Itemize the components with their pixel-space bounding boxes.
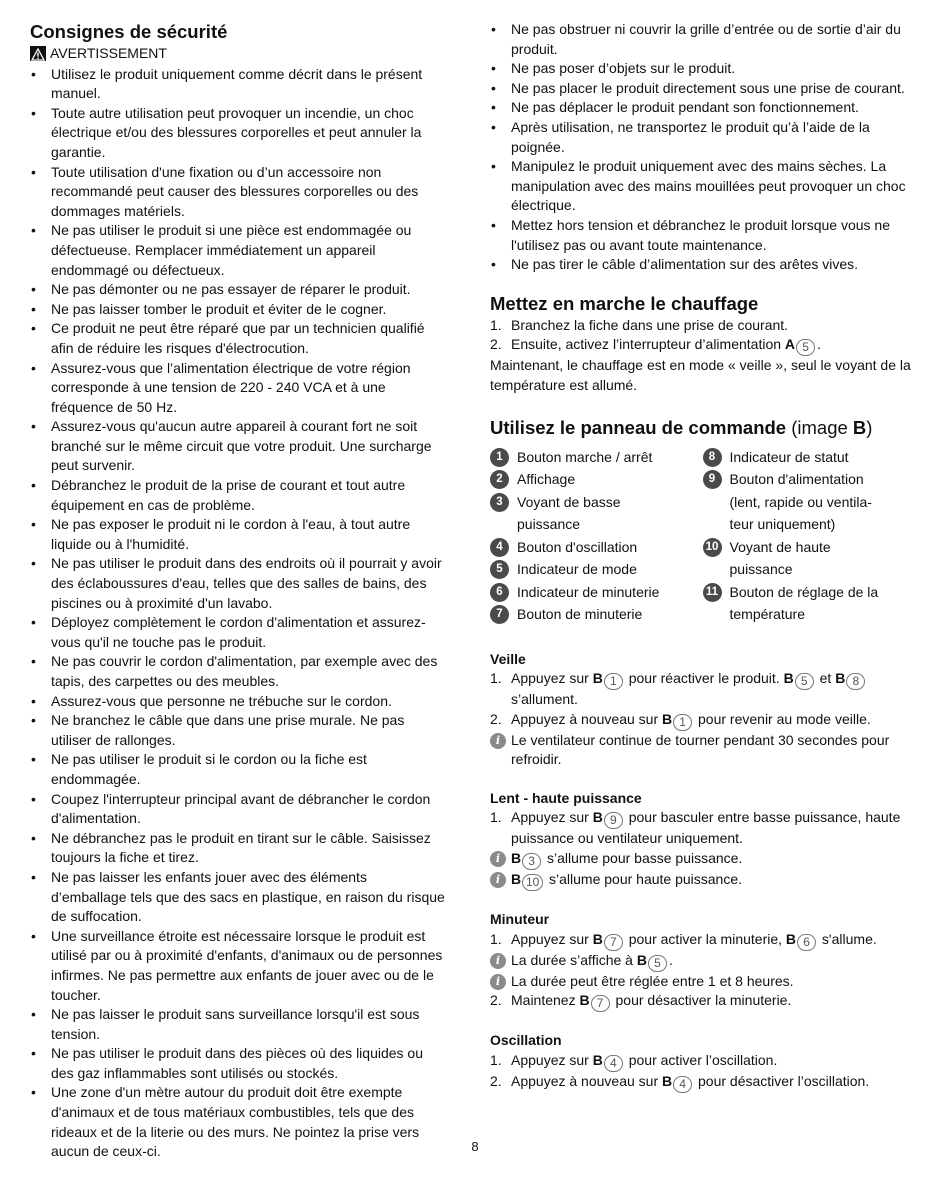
number-badge: 9 — [703, 470, 722, 489]
ref-letter: B — [511, 871, 522, 888]
step-number: 2. — [490, 710, 502, 727]
info-text: s’allume pour basse puissance. — [543, 850, 743, 867]
ref-letter: B — [579, 992, 590, 1009]
list-item: • Coupez l'interrupteur principal avant de débrancher le cordon d'alimentation. — [30, 790, 446, 829]
oscillation-title: Oscillation — [490, 1032, 562, 1049]
step-number: 2. — [490, 992, 502, 1009]
number-badge: 8 — [703, 448, 722, 467]
info-text: . — [668, 951, 673, 968]
safety-column — [30, 20, 446, 1162]
legend-label: Affichage — [517, 471, 576, 487]
legend-item — [703, 536, 843, 581]
panel-legend — [490, 446, 915, 626]
legend-item — [703, 446, 916, 469]
ref-letter: B — [592, 1051, 603, 1068]
legend-label: Bouton d'alimentation (lent, rapide ou ventila-teur uniquement) — [729, 471, 872, 532]
veille-step-2 — [490, 710, 915, 731]
step-text: s’allument. — [511, 691, 578, 708]
instructions-column — [490, 20, 915, 1093]
legend-label: Indicateur de mode — [517, 561, 637, 577]
step-text: Maintenez — [511, 992, 580, 1009]
step-text: pour désactiver la minuterie. — [611, 992, 792, 1009]
list-item: • Utilisez le produit uniquement comme décrit dans le présent manuel. — [30, 65, 446, 104]
panel-title — [490, 416, 915, 440]
number-badge: 4 — [490, 538, 509, 557]
step-number: 1. — [490, 930, 502, 947]
step-text: et — [815, 670, 836, 687]
list-item: • Ne pas tirer le câble d’alimentation sur des arêtes vives. — [490, 255, 915, 275]
lent-title: Lent - haute puissance — [490, 789, 642, 806]
ref-number-badge: 3 — [522, 853, 541, 870]
list-item: • Ne pas laisser tomber le produit et éviter de le cogner. — [30, 300, 446, 320]
oscillation-step-1 — [490, 1051, 915, 1072]
veille-info — [490, 731, 915, 770]
step-number: 2. — [490, 336, 502, 353]
minuteur-title: Minuteur — [490, 911, 550, 928]
safety-list-continued — [490, 20, 915, 275]
ref-number-badge: 6 — [797, 934, 816, 951]
number-badge: 6 — [490, 583, 509, 602]
minuteur-section — [490, 910, 915, 1012]
veille-step-1 — [490, 669, 915, 710]
step-text: Appuyez sur — [511, 670, 593, 687]
oscillation-step-2 — [490, 1072, 915, 1093]
panel-title-letter: B — [852, 416, 867, 438]
ref-letter: B — [592, 809, 603, 826]
info-icon: i — [490, 953, 506, 969]
warning-triangle-icon — [30, 46, 46, 61]
step-text: pour activer la minuterie, — [624, 930, 786, 947]
list-item: • Toute autre utilisation peut provoquer un incendie, un choc électrique et/ou des blessures corporelles et peut annuler la garantie. — [30, 104, 446, 163]
step-number: 1. — [490, 670, 502, 687]
number-badge: 1 — [490, 448, 509, 467]
step-text: Appuyez à nouveau sur — [511, 710, 662, 727]
safety-list — [30, 65, 446, 1162]
legend-label: Voyant de haute puissance — [729, 538, 831, 577]
ref-letter: B — [785, 930, 797, 947]
step-text: Branchez la fiche dans une prise de courant. — [511, 316, 789, 333]
minuteur-info-2 — [490, 972, 915, 992]
page-number: 8 — [471, 1139, 479, 1154]
list-item: • Ne pas poser d’objets sur le produit. — [490, 59, 915, 79]
list-item: • Après utilisation, ne transportez le produit qu’à l’aide de la poignée. — [490, 118, 915, 157]
ref-number-badge: 1 — [673, 714, 692, 731]
minuteur-step-2 — [490, 991, 915, 1012]
list-item: • Ne pas couvrir le cordon d'alimentation, par exemple avec des tapis, des carpettes ou des meubles. — [30, 652, 446, 691]
legend-item — [703, 581, 903, 626]
list-item: • Ne pas laisser le produit sans surveillance lorsqu'il est sous tension. — [30, 1005, 446, 1044]
info-text: s’allume pour haute puissance. — [545, 871, 743, 888]
legend-label: Bouton marche / arrêt — [517, 448, 653, 465]
list-item: • Ne pas utiliser le produit si une pièce est endommagée ou défectueuse. Remplacer immédiatement un appareil endommagé ou défectueux. — [30, 221, 446, 280]
ref-number-badge: 10 — [522, 874, 543, 891]
heating-step-1 — [490, 316, 915, 336]
info-icon: i — [490, 851, 506, 867]
ref-letter: B — [662, 1072, 673, 1089]
number-badge: 10 — [703, 538, 722, 557]
safety-title: Consignes de sécurité — [30, 21, 228, 42]
step-text: s'allume. — [818, 930, 877, 947]
ref-letter: B — [592, 930, 603, 947]
list-item: • Ne branchez le câble que dans une prise murale. Ne pas utiliser de rallonges. — [30, 711, 446, 750]
legend-item — [490, 603, 703, 626]
step-number: 2. — [490, 1072, 502, 1089]
list-item: • Toute utilisation d'une fixation ou d’un accessoire non recommandé peut causer des blessures corporelles ou des dommages matériels. — [30, 163, 446, 222]
number-badge: 3 — [490, 493, 509, 512]
ref-number-badge: 4 — [604, 1055, 623, 1072]
ref-letter: A — [784, 336, 796, 353]
step-text: pour réactiver le produit. — [624, 670, 784, 687]
step-text: pour basculer entre basse puissance, haute puissance ou ventilateur uniquement. — [511, 809, 901, 847]
panel-title-suffix: (image — [786, 416, 853, 438]
list-item: • Ne pas utiliser le produit dans des endroits où il pourrait y avoir des éclaboussures d'eau, telles que des salles de bains, des piscines ou à proximité d'un lavabo. — [30, 554, 446, 613]
info-text: La durée s’affiche à — [511, 951, 637, 968]
list-item: • Ne pas utiliser le produit si le cordon ou la fiche est endommagée. — [30, 750, 446, 789]
step-text: pour désactiver l’oscillation. — [694, 1072, 870, 1089]
info-icon: i — [490, 974, 506, 990]
list-item: • Ne pas laisser les enfants jouer avec des éléments d’emballage tels que des sacs en plastique, en raison du risque de suffocation. — [30, 868, 446, 927]
lent-section — [490, 789, 915, 891]
heating-title: Mettez en marche le chauffage — [490, 292, 759, 314]
legend-item — [490, 558, 703, 581]
list-item: • Manipulez le produit uniquement avec des mains sèches. La manipulation avec des mains mouillées peut provoquer un choc électrique. — [490, 157, 915, 216]
legend-item — [490, 581, 703, 604]
legend-item — [490, 446, 703, 469]
ref-number-badge: 9 — [604, 812, 623, 829]
lent-info-1 — [490, 849, 915, 870]
ref-number-badge: 7 — [604, 934, 623, 951]
legend-column-right — [703, 446, 916, 626]
number-badge: 5 — [490, 560, 509, 579]
ref-letter: B — [511, 850, 522, 867]
step-text: Ensuite, activez l’interrupteur d’alimentation — [511, 336, 785, 353]
legend-item — [490, 468, 703, 491]
ref-letter: B — [636, 951, 647, 968]
list-item: • Ne pas déplacer le produit pendant son fonctionnement. — [490, 98, 915, 118]
legend-item — [490, 536, 703, 559]
list-item: • Ne pas placer le produit directement sous une prise de courant. — [490, 79, 915, 99]
info-text: Le ventilateur continue de tourner pendant 30 secondes pour refroidir. — [511, 731, 890, 768]
info-icon: i — [490, 872, 506, 888]
heating-section — [490, 292, 915, 396]
step-text: pour activer l’oscillation. — [624, 1051, 778, 1068]
ref-number-badge: 4 — [673, 1076, 692, 1093]
legend-label: Voyant de basse puissance — [517, 493, 621, 532]
legend-label: Bouton de réglage de la température — [729, 583, 879, 622]
info-icon: i — [490, 733, 506, 749]
ref-number-badge: 7 — [591, 995, 610, 1012]
list-item: • Assurez-vous que l’alimentation électrique de votre région corresponde à une tension de 220 - 240 VCA et à une fréquence de 50 Hz. — [30, 359, 446, 418]
warning-label: AVERTISSEMENT — [50, 45, 167, 61]
lent-info-2 — [490, 870, 915, 891]
list-item: • Assurez-vous que personne ne trébuche sur le cordon. — [30, 692, 446, 712]
step-number: 1. — [490, 316, 502, 333]
minuteur-step-1 — [490, 930, 915, 951]
list-item: • Ne pas utiliser le produit dans des pièces où des liquides ou des gaz inflammables sont utilisés ou stockés. — [30, 1044, 446, 1083]
list-item: • Ne pas exposer le produit ni le cordon à l'eau, à tout autre liquide ou à l'humidité. — [30, 515, 446, 554]
ref-letter: B — [592, 670, 603, 687]
step-number: 1. — [490, 809, 502, 826]
legend-label: Indicateur de statut — [729, 448, 849, 465]
ref-number-badge: 8 — [846, 673, 865, 690]
ref-letter: B — [783, 670, 794, 687]
number-badge: 7 — [490, 605, 509, 624]
ref-letter: B — [835, 670, 846, 687]
step-text-end: . — [817, 336, 821, 353]
list-item: • Débranchez le produit de la prise de courant et tout autre équipement en cas de problème. — [30, 476, 446, 515]
ref-number-badge: 1 — [604, 673, 623, 690]
heating-step-2 — [490, 335, 915, 356]
minuteur-info-1 — [490, 951, 915, 972]
panel-section — [490, 416, 915, 626]
heating-note: Maintenant, le chauffage est en mode « veille », seul le voyant de la température est allumé. — [490, 357, 911, 393]
list-item: • Ne pas démonter ou ne pas essayer de réparer le produit. — [30, 280, 446, 300]
list-item: • Ce produit ne peut être réparé que par un technicien qualifié afin de réduire les risques d'électrocution. — [30, 319, 446, 358]
info-text: La durée peut être réglée entre 1 et 8 heures. — [511, 972, 794, 989]
panel-title-close: ) — [866, 416, 873, 438]
panel-title-main: Utilisez le panneau de commande — [490, 416, 787, 438]
legend-label: Bouton de minuterie — [517, 606, 643, 622]
ref-number-badge: 5 — [796, 339, 815, 356]
veille-title: Veille — [490, 650, 526, 667]
step-text: pour revenir au mode veille. — [694, 710, 871, 727]
list-item: • Une surveillance étroite est nécessaire lorsque le produit est utilisé par ou à proximité d'enfants, d'animaux ou de personnes infirmes. Ne pas permettre aux enfants de jouer avec ou de le toucher. — [30, 927, 446, 1005]
step-text: Appuyez sur — [511, 809, 593, 826]
step-number: 1. — [490, 1051, 502, 1068]
number-badge: 2 — [490, 470, 509, 489]
list-item: • Assurez-vous qu'aucun autre appareil à courant fort ne soit branché sur le même circuit que votre produit. Une surcharge peut survenir. — [30, 417, 446, 476]
lent-step-1 — [490, 808, 915, 849]
legend-label: Bouton d'oscillation — [517, 538, 638, 555]
legend-item — [703, 468, 878, 536]
list-item: • Ne pas obstruer ni couvrir la grille d’entrée ou de sortie d’air du produit. — [490, 20, 915, 59]
list-item: • Déployez complètement le cordon d'alimentation et assurez-vous qu'il ne touche pas le produit. — [30, 613, 446, 652]
ref-number-badge: 5 — [648, 955, 667, 972]
legend-column-left — [490, 446, 703, 626]
number-badge: 11 — [703, 583, 722, 602]
step-text: Appuyez sur — [511, 1051, 593, 1068]
ref-number-badge: 5 — [795, 673, 814, 690]
legend-label: Indicateur de minuterie — [517, 583, 660, 600]
legend-item — [490, 491, 630, 536]
list-item: • Ne débranchez pas le produit en tirant sur le câble. Saisissez toujours la fiche et tirez. — [30, 829, 446, 868]
warning-line — [30, 44, 446, 64]
step-text: Appuyez sur — [511, 930, 593, 947]
ref-letter: B — [662, 710, 673, 727]
list-item: • Une zone d'un mètre autour du produit doit être exempte d'animaux et de tous matériaux combustibles, tels que des rideaux et de la literie ou des murs. Ne pointez la prise vers aucun de ceux-ci. — [30, 1083, 446, 1161]
oscillation-section — [490, 1031, 915, 1093]
veille-section — [490, 650, 915, 770]
step-text: Appuyez à nouveau sur — [511, 1072, 662, 1089]
list-item: • Mettez hors tension et débranchez le produit lorsque vous ne l'utilisez pas ou avant toute maintenance. — [490, 216, 915, 255]
